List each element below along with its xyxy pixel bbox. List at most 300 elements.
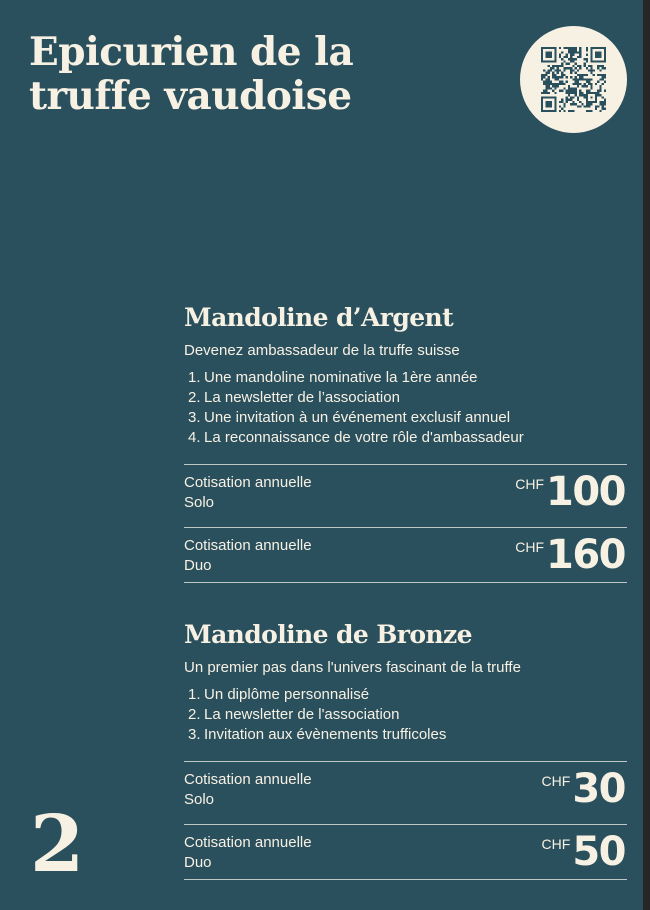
qr-module (577, 65, 579, 67)
qr-module (543, 69, 545, 71)
qr-module (575, 67, 577, 69)
qr-module (548, 54, 550, 56)
qr-module (584, 78, 586, 80)
qr-module (572, 90, 574, 92)
qr-module (593, 74, 595, 76)
qr-module (561, 51, 563, 53)
qr-module (602, 103, 604, 105)
price-label-text: Cotisation annuelle (184, 834, 312, 851)
qr-module (541, 105, 543, 107)
qr-module (557, 65, 559, 67)
qr-module (559, 76, 561, 78)
qr-module (590, 60, 592, 62)
qr-module (593, 60, 595, 62)
qr-module (575, 90, 577, 92)
qr-module (572, 51, 574, 53)
benefit-text: Une mandoline nominative la 1ère année (204, 369, 478, 386)
qr-module (599, 87, 601, 89)
qr-module (566, 76, 568, 78)
qr-module (593, 47, 595, 49)
qr-module (575, 103, 577, 105)
qr-module (597, 56, 599, 58)
price-row-duo (184, 825, 627, 880)
qr-module (559, 81, 561, 83)
qr-module (570, 72, 572, 74)
qr-module (604, 101, 606, 103)
qr-module (575, 58, 577, 60)
qr-module (579, 56, 581, 58)
qr-module (602, 60, 604, 62)
benefit-number: 2. (188, 389, 201, 406)
qr-module (590, 54, 592, 56)
price-amount (542, 766, 625, 812)
qr-module (563, 83, 565, 85)
qr-module (602, 83, 604, 85)
qr-module (586, 81, 588, 83)
qr-module (579, 76, 581, 78)
qr-module (604, 76, 606, 78)
price-type: Solo (184, 791, 215, 808)
qr-module (584, 74, 586, 76)
qr-module (566, 99, 568, 101)
qr-module (566, 81, 568, 83)
qr-module (595, 92, 597, 94)
qr-module (548, 60, 550, 62)
price-row-solo (184, 762, 627, 825)
qr-module (563, 56, 565, 58)
qr-module (586, 49, 588, 51)
qr-module (579, 65, 581, 67)
qr-module (568, 51, 570, 53)
qr-module (554, 74, 556, 76)
qr-module (579, 101, 581, 103)
price-row-solo (184, 465, 627, 528)
qr-module (599, 110, 601, 112)
qr-module (599, 74, 601, 76)
qr-module (595, 51, 597, 53)
qr-module (590, 85, 592, 87)
qr-module (541, 110, 543, 112)
qr-module (586, 85, 588, 87)
qr-module (559, 65, 561, 67)
qr-module (563, 47, 565, 49)
qr-module (590, 101, 592, 103)
qr-module (554, 65, 556, 67)
qr-module (595, 54, 597, 56)
qr-module (570, 76, 572, 78)
qr-module (554, 110, 556, 112)
qr-module (575, 78, 577, 80)
qr-module (554, 108, 556, 110)
qr-module (570, 103, 572, 105)
price-type: Duo (184, 557, 212, 574)
page-number: 2 (30, 799, 85, 890)
price-amount (515, 469, 625, 515)
qr-module (554, 87, 556, 89)
qr-module (575, 94, 577, 96)
qr-module (554, 105, 556, 107)
qr-module (599, 47, 601, 49)
qr-module (575, 92, 577, 94)
qr-module (581, 78, 583, 80)
qr-module (584, 94, 586, 96)
qr-module (577, 74, 579, 76)
qr-module (554, 76, 556, 78)
qr-code-badge[interactable] (520, 26, 627, 133)
benefit-text: Une invitation à un événement exclusif annuel (204, 409, 511, 426)
qr-module (541, 76, 543, 78)
qr-module (588, 105, 590, 107)
qr-module (579, 90, 581, 92)
qr-module (577, 85, 579, 87)
qr-module (586, 58, 588, 60)
qr-module (568, 92, 570, 94)
qr-module (599, 90, 601, 92)
qr-module (552, 90, 554, 92)
qr-module (572, 69, 574, 71)
qr-module (572, 92, 574, 94)
qr-module (568, 67, 570, 69)
qr-module (561, 63, 563, 65)
qr-module (575, 72, 577, 74)
price-currency: CHF (515, 476, 544, 492)
qr-module (545, 101, 547, 103)
qr-module (595, 94, 597, 96)
qr-module (577, 83, 579, 85)
qr-module (593, 69, 595, 71)
qr-module (554, 51, 556, 53)
qr-module (584, 96, 586, 98)
tier-mandoline-bronze (184, 620, 627, 880)
qr-module (545, 90, 547, 92)
qr-module (563, 103, 565, 105)
qr-module (545, 83, 547, 85)
qr-module (579, 94, 581, 96)
qr-module (545, 47, 547, 49)
qr-module (570, 58, 572, 60)
qr-module (550, 51, 552, 53)
qr-module (548, 110, 550, 112)
qr-module (572, 110, 574, 112)
qr-module (557, 78, 559, 80)
qr-module (586, 92, 588, 94)
qr-module (570, 90, 572, 92)
qr-module (554, 85, 556, 87)
qr-module (586, 74, 588, 76)
qr-module (545, 78, 547, 80)
qr-module (568, 85, 570, 87)
tier-subtitle: Devenez ambassadeur de la truffe suisse (184, 342, 460, 359)
qr-module (566, 54, 568, 56)
qr-module (575, 81, 577, 83)
qr-module (545, 51, 547, 53)
qr-module (541, 58, 543, 60)
qr-module (550, 56, 552, 58)
qr-module (552, 47, 554, 49)
qr-module (548, 76, 550, 78)
qr-module (590, 110, 592, 112)
qr-module (570, 47, 572, 49)
price-amount (515, 532, 625, 578)
qr-module (602, 76, 604, 78)
qr-module (543, 47, 545, 49)
qr-module (548, 96, 550, 98)
qr-module (541, 78, 543, 80)
qr-module (586, 60, 588, 62)
qr-module (590, 72, 592, 74)
tier-mandoline-argent (184, 303, 627, 583)
qr-module (590, 87, 592, 89)
benefit-text: La reconnaissance de votre rôle d'ambassadeur (204, 429, 524, 446)
qr-module (566, 56, 568, 58)
qr-module (597, 51, 599, 53)
qr-module (595, 105, 597, 107)
qr-module (543, 83, 545, 85)
qr-module (584, 63, 586, 65)
qr-module (575, 87, 577, 89)
qr-module (552, 60, 554, 62)
qr-module (584, 58, 586, 60)
qr-module (599, 78, 601, 80)
qr-module (559, 90, 561, 92)
qr-module (545, 96, 547, 98)
qr-module (541, 56, 543, 58)
qr-module (597, 90, 599, 92)
qr-module (552, 96, 554, 98)
qr-module (550, 83, 552, 85)
qr-module (590, 69, 592, 71)
qr-module (579, 54, 581, 56)
qr-module (590, 56, 592, 58)
qr-module (543, 110, 545, 112)
qr-module (593, 92, 595, 94)
qr-module (586, 90, 588, 92)
qr-module (572, 96, 574, 98)
qr-module (548, 81, 550, 83)
qr-module (557, 83, 559, 85)
qr-module (588, 103, 590, 105)
title-line-2: truffe vaudoise (29, 73, 352, 119)
qr-module (545, 87, 547, 89)
qr-module (572, 60, 574, 62)
price-label (184, 536, 312, 576)
title-line-1: Epicurien de la (29, 29, 354, 75)
qr-module (568, 87, 570, 89)
benefit-item (188, 725, 627, 745)
benefits-list (184, 368, 627, 448)
qr-module (550, 47, 552, 49)
qr-module (599, 94, 601, 96)
qr-module (581, 103, 583, 105)
qr-module (541, 103, 543, 105)
price-currency: CHF (541, 773, 571, 789)
qr-module (597, 81, 599, 83)
qr-module (566, 67, 568, 69)
qr-module (561, 76, 563, 78)
qr-module (568, 63, 570, 65)
qr-module (584, 105, 586, 107)
qr-module (595, 101, 597, 103)
qr-module (590, 67, 592, 69)
page-title (29, 30, 353, 118)
qr-module (557, 76, 559, 78)
qr-module (577, 51, 579, 53)
qr-module (566, 96, 568, 98)
qr-module (541, 47, 543, 49)
qr-module (566, 47, 568, 49)
qr-module (588, 110, 590, 112)
qr-module (550, 103, 552, 105)
qr-module (577, 81, 579, 83)
qr-module (554, 83, 556, 85)
price-currency: CHF (515, 539, 544, 555)
price-table (184, 464, 627, 583)
qr-module (552, 65, 554, 67)
qr-module (554, 54, 556, 56)
qr-module (602, 78, 604, 80)
qr-module (563, 105, 565, 107)
qr-module (548, 72, 550, 74)
qr-module (545, 110, 547, 112)
qr-module (561, 81, 563, 83)
qr-module (552, 83, 554, 85)
benefits-list (184, 685, 627, 745)
qr-module (570, 49, 572, 51)
qr-module (572, 58, 574, 60)
qr-module (563, 69, 565, 71)
qr-module (584, 85, 586, 87)
qr-module (541, 99, 543, 101)
qr-module (557, 85, 559, 87)
qr-module (561, 90, 563, 92)
price-type: Solo (184, 494, 215, 511)
tier-subtitle: Un premier pas dans l'univers fascinant de la truffe (184, 659, 521, 676)
qr-module (586, 96, 588, 98)
qr-module (586, 105, 588, 107)
qr-module (575, 51, 577, 53)
qr-module (590, 103, 592, 105)
qr-module (597, 60, 599, 62)
qr-module (563, 74, 565, 76)
qr-module (595, 56, 597, 58)
qr-module (604, 58, 606, 60)
qr-module (570, 110, 572, 112)
benefit-number: 1. (188, 369, 201, 386)
qr-module (548, 105, 550, 107)
qr-module (604, 90, 606, 92)
qr-module (557, 67, 559, 69)
qr-module (595, 60, 597, 62)
qr-module (545, 81, 547, 83)
benefit-number: 3. (188, 409, 201, 426)
qr-module (541, 101, 543, 103)
qr-module (557, 69, 559, 71)
qr-module (581, 76, 583, 78)
qr-module (541, 74, 543, 76)
qr-module (554, 60, 556, 62)
qr-module (541, 49, 543, 51)
qr-module (588, 92, 590, 94)
qr-module (586, 103, 588, 105)
qr-module (568, 90, 570, 92)
qr-module (590, 49, 592, 51)
qr-module (568, 58, 570, 60)
qr-module (586, 78, 588, 80)
qr-module (581, 92, 583, 94)
qr-module (557, 72, 559, 74)
qr-module (545, 92, 547, 94)
benefit-item (188, 428, 627, 448)
qr-module (579, 92, 581, 94)
price-amount (542, 829, 625, 875)
qr-module (570, 96, 572, 98)
benefit-item (188, 368, 627, 388)
qr-module (561, 101, 563, 103)
qr-module (550, 81, 552, 83)
qr-module (561, 65, 563, 67)
qr-module (554, 47, 556, 49)
qr-module (599, 69, 601, 71)
qr-module (590, 96, 592, 98)
qr-module (570, 87, 572, 89)
qr-module (572, 101, 574, 103)
qr-module (563, 67, 565, 69)
qr-module (559, 110, 561, 112)
qr-module (552, 85, 554, 87)
price-label (184, 833, 312, 873)
qr-module (548, 51, 550, 53)
qr-module (595, 83, 597, 85)
qr-module (588, 83, 590, 85)
qr-module (590, 92, 592, 94)
qr-module (543, 96, 545, 98)
qr-module (604, 99, 606, 101)
qr-module (550, 96, 552, 98)
qr-module (599, 60, 601, 62)
qr-module (559, 101, 561, 103)
qr-module (577, 105, 579, 107)
qr-module (590, 47, 592, 49)
qr-module (577, 69, 579, 71)
qr-module (548, 78, 550, 80)
qr-module (579, 83, 581, 85)
qr-module (543, 92, 545, 94)
qr-module (604, 108, 606, 110)
qr-code-icon[interactable] (541, 47, 606, 112)
qr-module (597, 47, 599, 49)
qr-module (550, 110, 552, 112)
qr-module (552, 110, 554, 112)
qr-module (545, 72, 547, 74)
qr-module (572, 47, 574, 49)
qr-module (548, 47, 550, 49)
qr-module (584, 65, 586, 67)
price-currency: CHF (541, 836, 571, 852)
price-table (184, 761, 627, 880)
price-label (184, 473, 312, 513)
qr-module (543, 81, 545, 83)
qr-module (604, 56, 606, 58)
qr-module (550, 54, 552, 56)
price-row-duo (184, 528, 627, 583)
price-value: 30 (572, 766, 625, 812)
qr-module (572, 65, 574, 67)
qr-module (572, 103, 574, 105)
benefit-number: 3. (188, 726, 201, 743)
qr-module (599, 101, 601, 103)
qr-module (545, 105, 547, 107)
qr-module (572, 49, 574, 51)
